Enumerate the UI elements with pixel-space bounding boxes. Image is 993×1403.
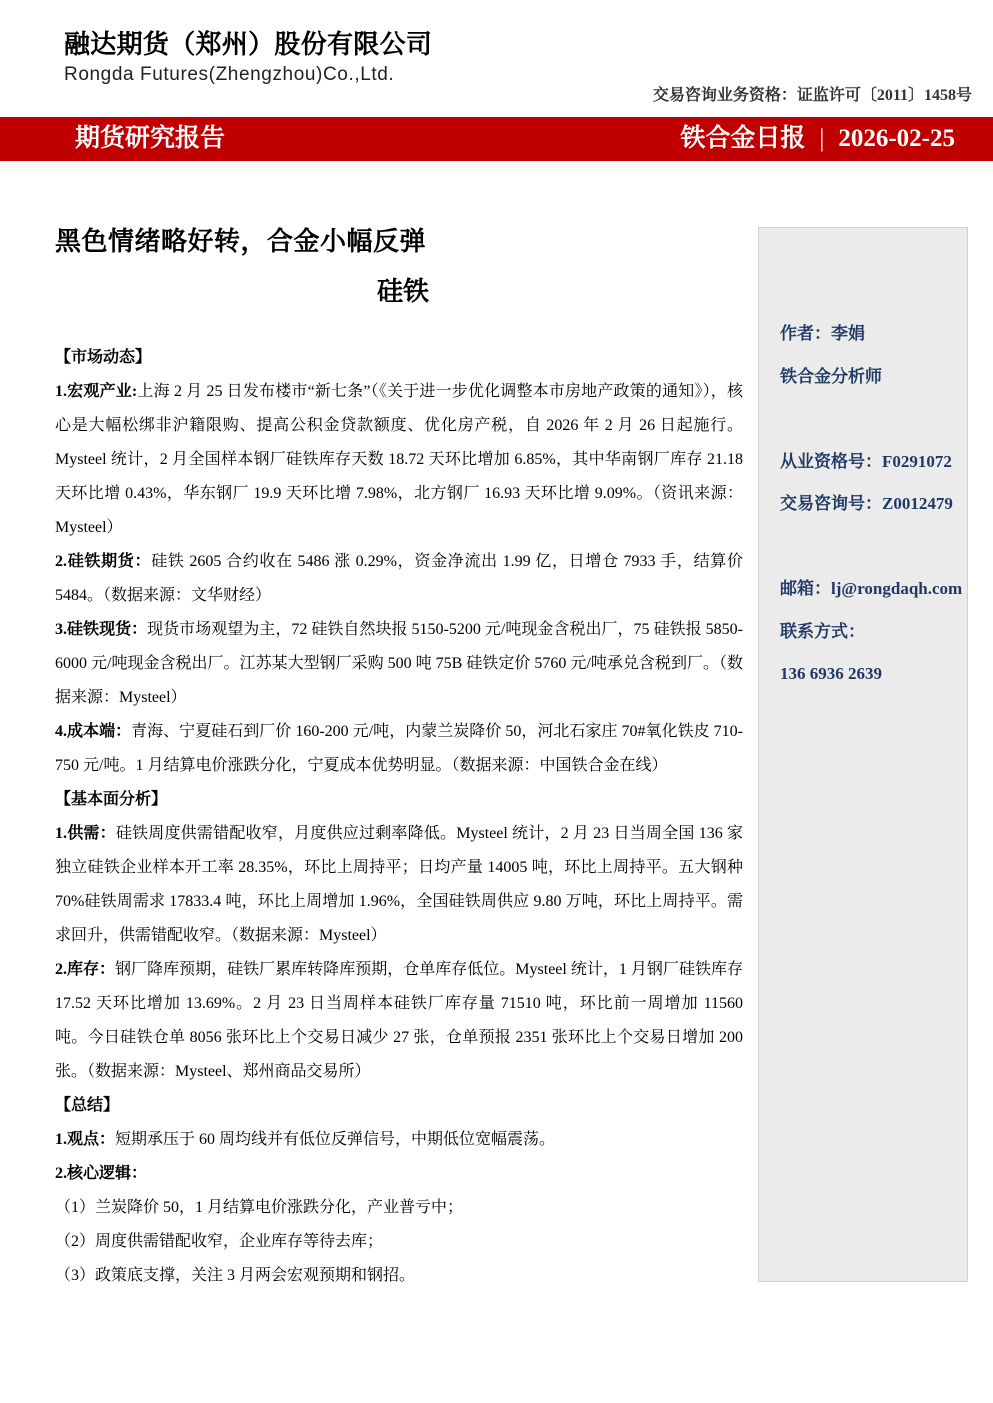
title-block [55,226,429,308]
author-name: 作者：李娟 [780,324,865,343]
company-name-en: Rongda Futures(Zhengzhou)Co.,Ltd. [64,64,395,85]
paragraph-text: 钢厂降库预期，硅铁厂累库转降库预期，仓单库存低位。Mysteel 统计，1 月钢厂硅铁库存 17.52 天环比增加 13.69%。2 月 23 日当周样本硅铁厂库存量 71510 吨，环比前一周增加 11560 吨。今日硅铁仓单 8056 张环比上个交易日减少 27 张，仓单预报 2351 张环比上个交易日增加 200 张。（数据来源：Mysteel、郑州商品交易所） [55,961,743,1080]
section-heading-summary: 【总结】 [55,1097,120,1114]
company-name-cn: 融达期货（郑州）股份有限公司 [64,30,433,59]
report-title: 黑色情绪略好转，合金小幅反弹 [55,227,427,256]
paragraph-label: 2.核心逻辑： [55,1165,148,1182]
author-email: 邮箱：lj@rongdaqh.com [780,579,963,598]
report-date: 2026-02-25 [838,125,955,152]
contact-phone: 136 6936 2639 [780,664,882,683]
paragraph-label: 2.硅铁期货： [55,553,152,570]
consulting-license-number: 交易咨询号：Z0012479 [780,494,953,513]
paragraph-label: 2.库存： [55,961,116,978]
paragraph-text: 硅铁周度供需错配收窄，月度供应过剩率降低。Mysteel 统计，2 月 23 日当周全国 136 家独立硅铁企业样本开工率 28.35%，环比上周持平；日均产量 14005 吨，环比上周持平。五大钢种 70%硅铁周需求 17833.4 吨，环比上周增加 1.96%，全国硅铁周供应 9.80 万吨，环比上周持平。需求回升，供需错配收窄。（数据来源：Mysteel） [55,825,743,944]
list-item [55,1191,743,1225]
paragraph-label: 3.硅铁现货： [55,621,148,638]
author-role: 铁合金分析师 [780,366,882,386]
author-sidebar [758,227,968,1282]
paragraph-text: （2）周度供需错配收窄，企业库存等待去库； [55,1233,384,1250]
paragraph-text: （3）政策底支撑，关注 3 月两会宏观预期和钢招。 [55,1267,416,1284]
paragraph [55,1123,743,1157]
paragraph [55,1157,743,1191]
paragraph-text: 上海 2 月 25 日发布楼市“新七条”（《关于进一步优化调整本市房地产政策的通知》），核心是大幅松绑非沪籍限购、提高公积金贷款额度、优化房产税，自 2026 年 2 月 26 日起施行。Mysteel 统计，2 月全国样本钢厂硅铁库存天数 18.72 天环比增加 6.85%，其中华南钢厂库存 21.18 天环比增 0.43%，华东钢厂 19.9 天环比增 7.98%，北方钢厂 16.93 天环比增 9.09%。（资讯来源：Mysteel） [55,383,743,536]
report-body [55,341,743,1293]
contact-label: 联系方式： [780,621,865,641]
report-subtitle: 硅铁 [376,277,429,306]
report-banner [0,117,993,161]
paragraph-text: 硅铁 2605 合约收在 5486 涨 0.29%，资金净流出 1.99 亿，日增仓 7933 手，结算价 5484。（数据来源：文华财经） [55,553,743,604]
list-item [55,1259,743,1293]
report-name: 铁合金日报 [680,125,806,152]
list-item [55,1225,743,1259]
paragraph-text: （1）兰炭降价 50，1 月结算电价涨跌分化，产业普亏中； [55,1199,464,1216]
banner-separator: | [819,125,825,152]
paragraph [55,817,743,953]
qualification-notice: 交易咨询业务资格：证监许可〔2011〕1458号 [652,87,972,104]
paragraph [55,715,743,783]
paragraph-text: 青海、宁夏硅石到厂价 160-200 元/吨，内蒙兰炭降价 50，河北石家庄 70#氧化铁皮 710-750 元/吨。1 月结算电价涨跌分化，宁夏成本优势明显。（数据来源：中国铁合金在线） [55,723,743,774]
paragraph-text: 现货市场观望为主，72 硅铁自然块报 5150-5200 元/吨现金含税出厂，75 硅铁报 5850-6000 元/吨现金含税出厂。江苏某大型钢厂采购 500 吨 75B 硅铁定价 5760 元/吨承兑含税到厂。（数据来源：Mysteel） [55,621,743,706]
paragraph-text: 短期承压于 60 周均线并有低位反弹信号，中期低位宽幅震荡。 [115,1131,556,1148]
paragraph-label: 1.宏观产业: [55,383,138,400]
practice-license-number: 从业资格号：F0291072 [780,451,952,471]
paragraph [55,375,743,545]
paragraph [55,545,743,613]
report-category: 期货研究报告 [75,125,226,152]
report-meta [680,117,955,161]
paragraph [55,953,743,1089]
paragraph-label: 1.供需： [55,825,116,842]
paragraph-label: 1.观点： [55,1131,116,1148]
paragraph [55,613,743,715]
section-heading-market: 【市场动态】 [55,349,152,366]
paragraph-label: 4.成本端： [55,723,132,740]
section-heading-fundamentals: 【基本面分析】 [55,791,168,808]
